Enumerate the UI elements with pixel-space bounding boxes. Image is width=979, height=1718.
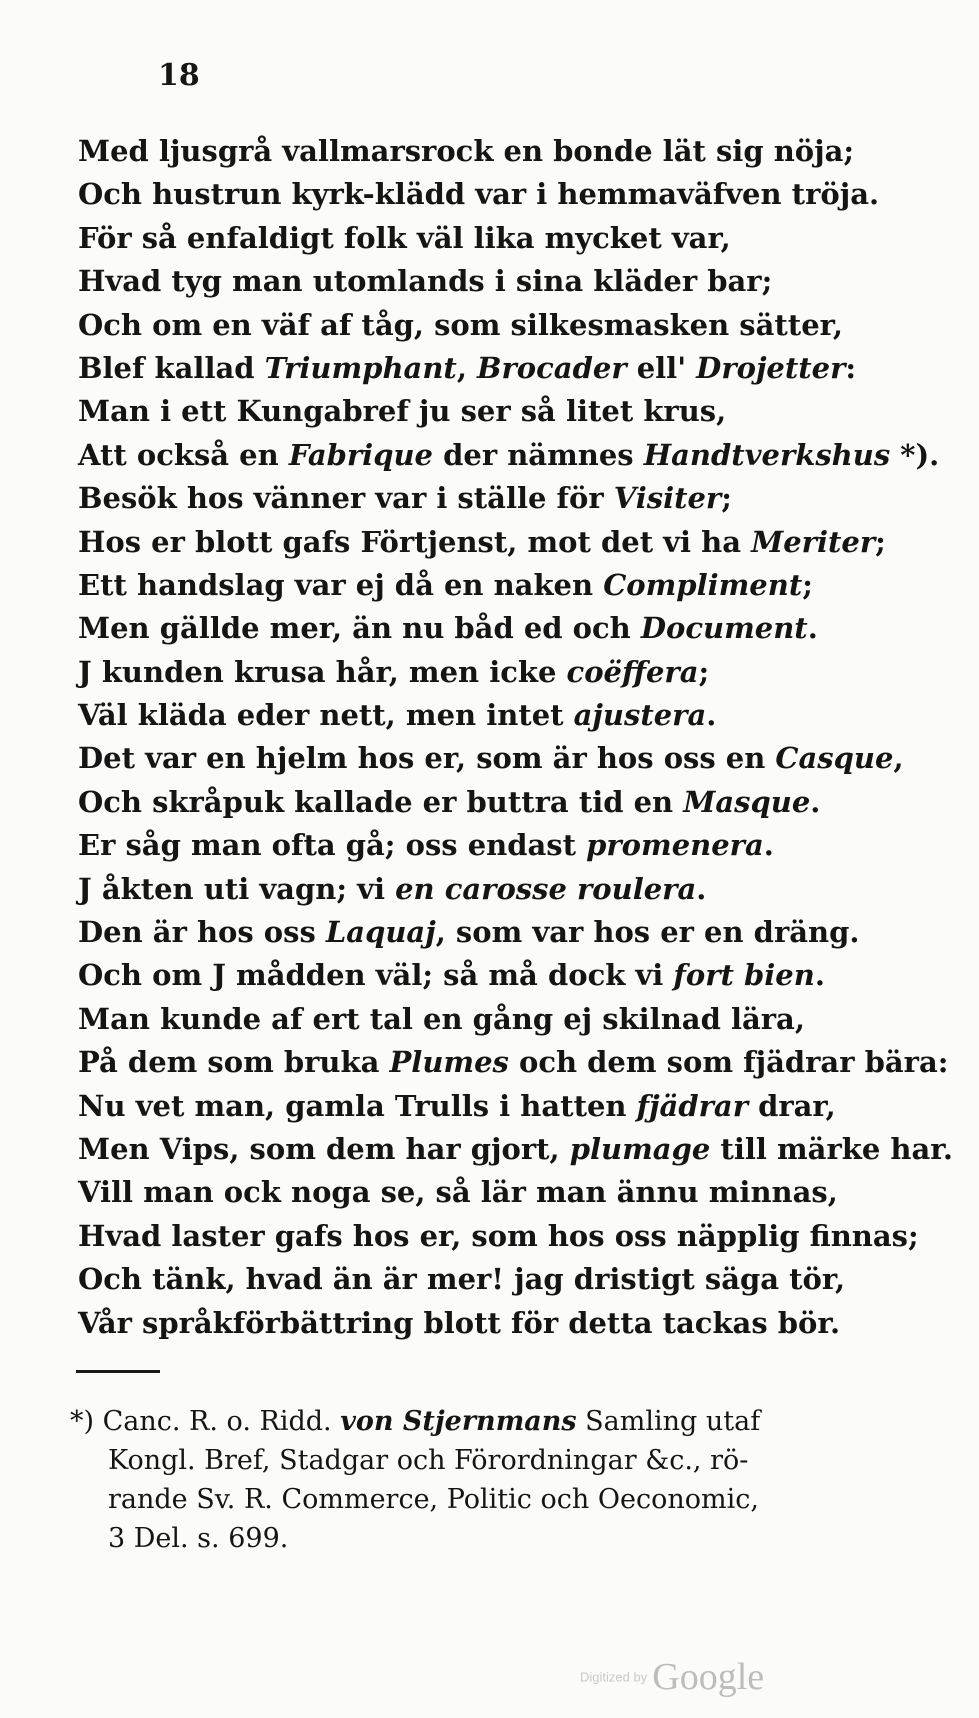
italic-term: Masque — [683, 784, 811, 819]
text-run: Vår språkförbättring blott för detta tackas bör. — [78, 1305, 841, 1340]
italic-term: fort bien — [673, 958, 815, 993]
italic-term: plumage — [569, 1131, 711, 1166]
text-run: J kunden krusa hår, men icke — [78, 654, 567, 689]
verse-line — [78, 737, 904, 780]
text-run: Hos er blott gafs Förtjenst, mot det vi ha — [78, 524, 752, 559]
text-run: . — [807, 611, 818, 646]
verse-line — [78, 1215, 919, 1258]
text-run: Väl kläda eder nett, men intet — [78, 698, 574, 733]
verse-line — [78, 477, 888, 520]
footnote-line — [70, 1480, 890, 1519]
italic-term: Drojetter — [696, 350, 846, 385]
verse-line — [78, 347, 888, 390]
text-run: ; — [721, 481, 732, 516]
verse-line — [78, 390, 888, 433]
text-run: Det var en hjelm hos er, som är hos oss en — [78, 741, 776, 776]
footnote-line — [70, 1441, 890, 1480]
text-run: , — [456, 350, 478, 385]
italic-term: Compliment — [603, 567, 803, 602]
text-run: ; — [802, 567, 813, 602]
italic-term: Handtverkshus — [643, 437, 891, 472]
text-run: Men gällde mer, än nu båd ed och — [78, 611, 641, 646]
verse-line — [78, 1302, 888, 1345]
italic-term: Laquaj — [325, 915, 436, 950]
text-run: Kongl. Bref, Stadgar och Förordningar &c., rö- — [108, 1445, 749, 1476]
watermark-prefix: Digitized by — [580, 1669, 648, 1685]
verse-line — [78, 954, 888, 997]
text-run: , — [893, 741, 904, 776]
verse-line — [78, 694, 888, 737]
text-run: Den är hos oss — [78, 915, 326, 950]
italic-term: Visiter — [613, 481, 722, 516]
text-run: Och om J mådden väl; så må dock vi — [78, 958, 674, 993]
verse-line — [78, 998, 888, 1041]
text-run: Hvad tyg man utomlands i sina kläder bar; — [78, 264, 773, 299]
text-run: Med ljusgrå vallmarsrock en bonde lät sig nöja; — [78, 134, 855, 168]
text-run: Och hustrun kyrk-klädd var i hemmaväfven tröja. — [78, 177, 880, 212]
footnote-divider — [76, 1370, 160, 1373]
text-run: Er såg man ofta gå; oss endast — [78, 828, 587, 863]
text-run: Och skråpuk kallade er buttra tid en — [78, 784, 684, 819]
text-run: . — [696, 871, 707, 906]
text-run: Man kunde af ert tal en gång ej skilnad lära, — [78, 1001, 805, 1036]
italic-term: Plumes — [389, 1045, 509, 1080]
text-run: ell' — [626, 350, 697, 385]
text-run: till märke har. — [710, 1131, 953, 1166]
text-run: Blef kallad — [78, 350, 265, 385]
footnote-line — [70, 1402, 890, 1441]
text-run: . — [814, 958, 825, 993]
text-run: 3 Del. s. 699. — [108, 1523, 289, 1554]
verse-line — [78, 304, 888, 347]
text-run: . — [810, 784, 821, 819]
italic-term: en carosse roulera — [395, 871, 697, 906]
text-run: *). — [890, 437, 940, 472]
verse-line — [78, 434, 940, 477]
italic-term: coëffera — [566, 654, 699, 689]
text-run: Och tänk, hvad än är mer! jag dristigt säga tör, — [78, 1262, 846, 1297]
text-run: På dem som bruka — [78, 1045, 390, 1080]
verse-line — [78, 781, 888, 824]
italic-term: von Stjernmans — [340, 1406, 577, 1437]
text-run: För så enfaldigt folk väl lika mycket var, — [78, 220, 731, 255]
italic-term: ajustera — [573, 698, 707, 733]
text-run: Ett handslag var ej då en naken — [78, 567, 604, 602]
footnote — [70, 1402, 890, 1558]
verse-line — [78, 260, 888, 303]
text-run: rande Sv. R. Commerce, Politic och Oeconomic, — [108, 1484, 759, 1515]
verse-line — [78, 911, 888, 954]
italic-term: Triumphant — [264, 350, 457, 385]
text-run: Hvad laster gafs hos er, som hos oss näpplig finnas; — [78, 1218, 919, 1253]
text-run: ; — [698, 654, 710, 689]
text-run: och dem som fjädrar bära: — [508, 1045, 949, 1080]
footnote-line — [70, 1519, 890, 1558]
text-run: Samling utaf — [576, 1406, 761, 1437]
text-run: ; — [875, 524, 886, 559]
verse-line — [78, 1041, 949, 1084]
text-run: Att också en — [78, 437, 289, 472]
text-run: Man i ett Kungabref ju ser så litet krus, — [78, 394, 727, 429]
text-run: Nu vet man, gamla Trulls i hatten — [78, 1088, 637, 1123]
italic-term: Document — [640, 611, 808, 646]
verse-line — [78, 651, 888, 694]
verse-line — [78, 1171, 888, 1214]
italic-term: Casque — [775, 741, 894, 776]
watermark-brand-logo: Google — [652, 1656, 765, 1698]
text-run: Besök hos vänner var i ställe för — [78, 481, 614, 516]
text-run: , som var hos er en dräng. — [435, 915, 860, 950]
verse-line — [78, 130, 888, 173]
text-run: Men Vips, som dem har gjort, — [78, 1131, 570, 1166]
verse-line — [78, 564, 888, 607]
text-run: Vill man ock noga se, så lär man ännu minnas, — [78, 1175, 838, 1210]
verse-line — [78, 173, 888, 216]
text-run: drar, — [747, 1088, 836, 1123]
verse-line — [78, 607, 888, 650]
italic-term: Fabrique — [288, 437, 434, 472]
poem-body — [78, 130, 953, 1345]
text-run: *) Canc. R. o. Ridd. — [70, 1406, 341, 1437]
digitized-watermark — [580, 1655, 764, 1699]
text-run: Och om en väf af tåg, som silkesmasken sätter, — [78, 307, 843, 342]
text-run: J åkten uti vagn; vi — [78, 871, 396, 906]
verse-line — [78, 868, 888, 911]
verse-line — [78, 217, 888, 260]
text-run: . — [706, 698, 717, 733]
italic-term: fjädrar — [636, 1088, 748, 1123]
verse-line — [78, 1128, 953, 1171]
text-run: der nämnes — [433, 437, 644, 472]
verse-line — [78, 1258, 888, 1301]
text-run: : — [845, 350, 857, 385]
verse-line — [78, 824, 888, 867]
verse-line — [78, 521, 888, 564]
verse-line — [78, 1085, 888, 1128]
italic-term: Meriter — [751, 524, 876, 559]
italic-term: promenera — [586, 828, 764, 863]
italic-term: Brocader — [477, 350, 627, 385]
page-number: 18 — [158, 58, 200, 93]
text-run: . — [763, 828, 774, 863]
